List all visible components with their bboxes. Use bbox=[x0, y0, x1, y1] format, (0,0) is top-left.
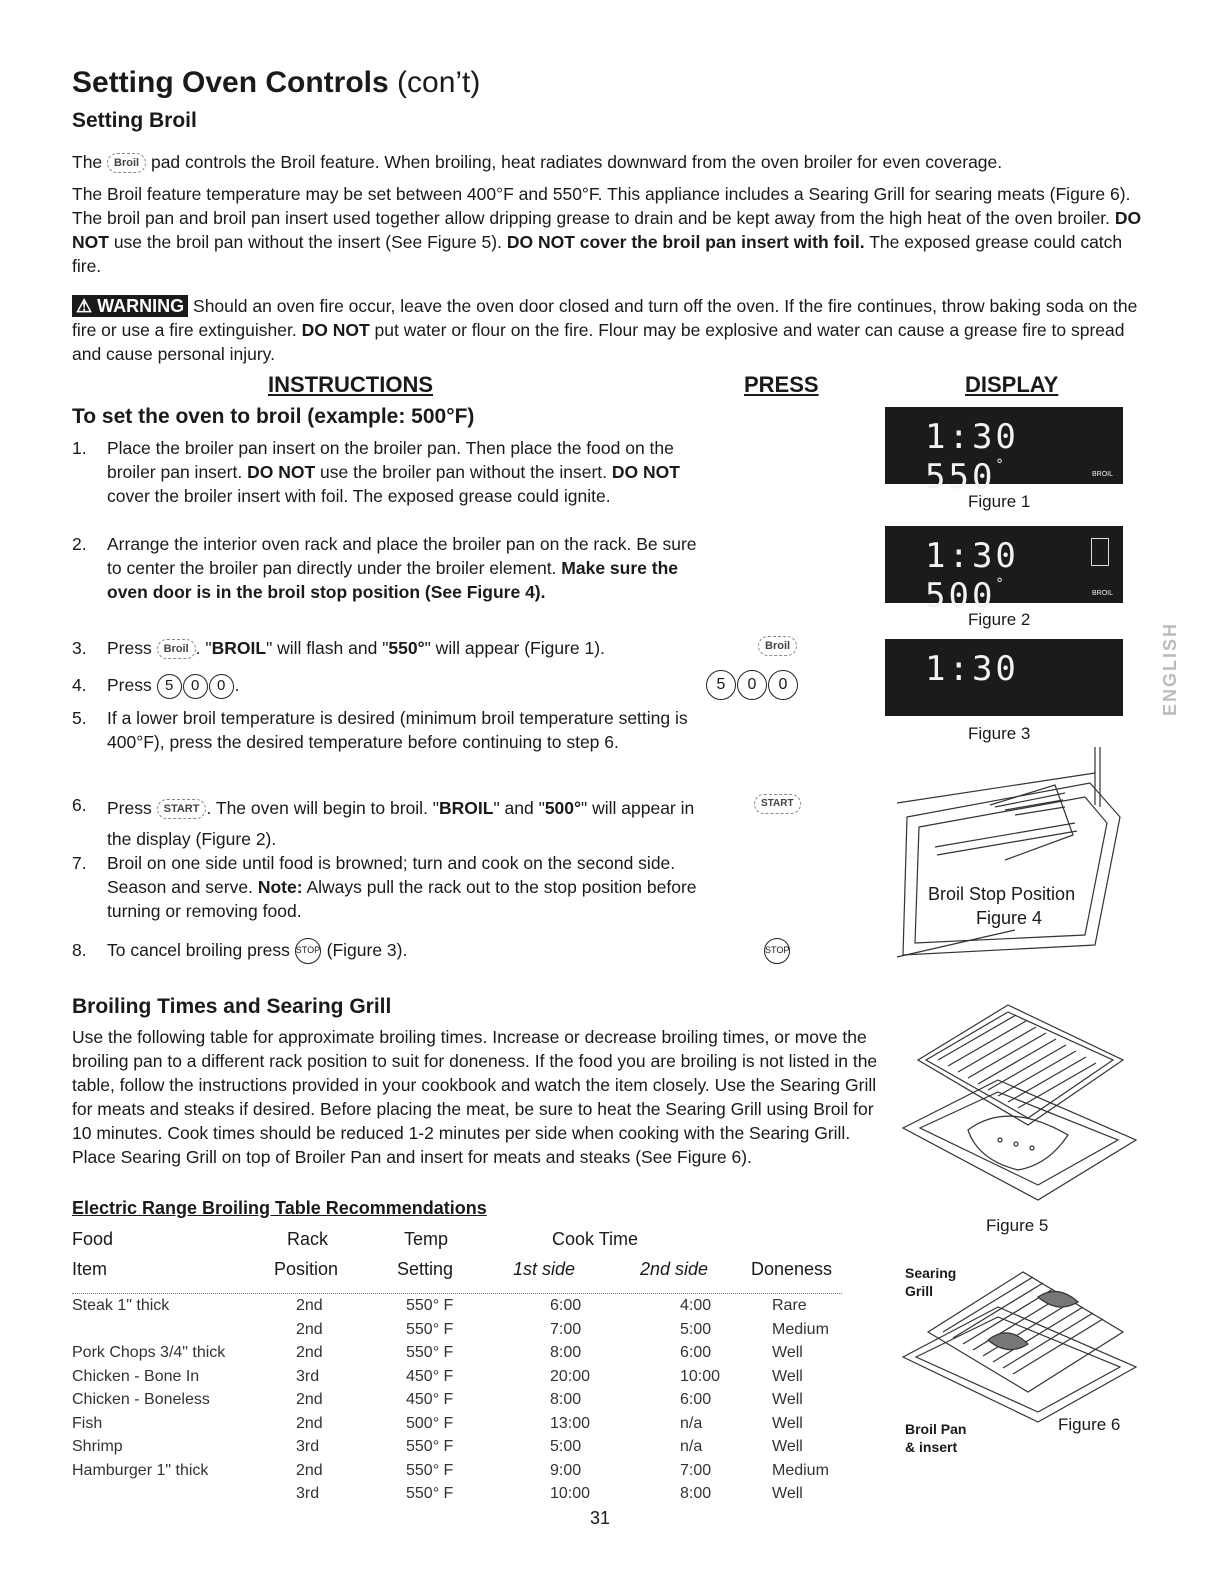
table-row bbox=[72, 1391, 892, 1415]
table-cell: 3rd bbox=[296, 1367, 320, 1385]
step-5: 5. If a lower broil temperature is desired (minimum broil temperature setting is 400°F), press the desired temperature before continuing to step 6. bbox=[72, 708, 688, 752]
table-cell: 450° F bbox=[406, 1367, 454, 1385]
broiling-table bbox=[72, 1297, 892, 1509]
stop-key-icon: STOP bbox=[295, 938, 321, 964]
table-cell: 8:00 bbox=[550, 1344, 582, 1361]
table-cell: 8:00 bbox=[680, 1485, 712, 1502]
start-pad-icon: START bbox=[754, 794, 801, 814]
display-figure-1: 1:30 550° BROIL bbox=[885, 407, 1123, 484]
table-cell: 450° F bbox=[406, 1391, 454, 1408]
table-cell: 10:00 bbox=[550, 1485, 591, 1502]
table-cell bbox=[72, 1321, 280, 1345]
table-cell: Steak 1" thick bbox=[72, 1297, 170, 1314]
step-6: 6. Press START . The oven will begin to broil. "BROIL" and "500°" will appear in the display (Figure 2). bbox=[72, 795, 695, 849]
table-cell: 550° F bbox=[406, 1297, 454, 1314]
press-digits bbox=[706, 670, 799, 700]
broil-pan-insert-illustration bbox=[898, 1000, 1138, 1210]
table-row bbox=[72, 1297, 892, 1321]
table-row bbox=[72, 1485, 892, 1509]
col-rack: Rack bbox=[287, 1229, 329, 1249]
figure-1-caption: Figure 1 bbox=[968, 492, 1031, 511]
table-row bbox=[72, 1415, 892, 1439]
step-1: 1. Place the broiler pan insert on the broiler pan. Then place the food on the broiler pan insert. DO NOT use the broiler pan without the insert. DO NOT cover the broiler insert with foil. The exposed grease could ignite. bbox=[72, 438, 680, 506]
table-row bbox=[72, 1344, 892, 1368]
key-0-icon: 0 bbox=[183, 674, 208, 699]
col-item: Item bbox=[72, 1259, 108, 1279]
intro-paragraph-2: The Broil feature temperature may be set between 400°F and 550°F. This appliance includes a Searing Grill for searing meats (Figure 6). The broil pan and broil pan insert used together allow dripping grease to drain and be kept away from the high heat of the oven broiler. DO NOT use the broil pan without the insert (See Figure 5). DO NOT cover the broil pan insert with foil. The exposed grease could catch fire. bbox=[72, 184, 1142, 276]
broiling-times-paragraph: Use the following table for approximate broiling times. Increase or decrease broiling times, or move the broiling pan to a different rack position to suit for doneness. If the food you are broiling is not listed in the table, follow the instructions provided in your cookbook and watch the item closely. Use the Searing Grill for meats and steaks if desired. Before placing the meat, be sure to heat the Searing Grill using Broil for 10 minutes. Cook times should be reduced 1-2 minutes per side when cooking with the Searing Grill. Place Searing Grill on top of Broiler Pan and insert for meats and steaks (See Figure 6). bbox=[72, 1027, 878, 1167]
table-cell: Medium bbox=[772, 1320, 829, 1338]
figure-3-caption: Figure 3 bbox=[968, 724, 1031, 743]
table-cell: 550° F bbox=[406, 1485, 454, 1502]
table-cell: Shrimp bbox=[72, 1438, 123, 1455]
step-3: 3. Press Broil . "BROIL" will flash and "550°" will appear (Figure 1). bbox=[72, 638, 605, 658]
side-tab-english: ENGLISH bbox=[1160, 621, 1180, 716]
table-cell: 3rd bbox=[296, 1438, 320, 1455]
table-cell: 6:00 bbox=[680, 1344, 712, 1361]
step-2: 2. Arrange the interior oven rack and place the broiler pan on the rack. Be sure to center the broiler pan directly under the broiler element. Make sure the oven door is in the broil stop position (See Figure 4). bbox=[72, 534, 697, 602]
table-cell: 5:00 bbox=[550, 1438, 582, 1455]
figure-5-caption: Figure 5 bbox=[986, 1216, 1049, 1235]
step-8: 8. To cancel broiling press STOP (Figure 3). bbox=[72, 938, 712, 968]
table-cell: 9:00 bbox=[550, 1461, 582, 1479]
key-5-icon: 5 bbox=[157, 674, 182, 699]
table-cell: 2nd bbox=[296, 1391, 323, 1408]
table-cell: n/a bbox=[680, 1438, 703, 1455]
key-5-icon: 5 bbox=[706, 670, 736, 700]
procedure-heading: To set the oven to broil (example: 500°F) bbox=[72, 405, 475, 428]
table-cell: 20:00 bbox=[550, 1367, 591, 1385]
col-doneness: Doneness bbox=[751, 1259, 833, 1279]
table-cell: 550° F bbox=[406, 1320, 454, 1338]
table-row bbox=[72, 1321, 892, 1345]
table-cell bbox=[72, 1485, 280, 1509]
warning-paragraph: ⚠ WARNING Should an oven fire occur, leave the oven door closed and turn off the oven. If the fire continues, throw baking soda on the fire or use a fire extinguisher. DO NOT put water or flour on the fire. Flour may be explosive and water can cause a grease fire to spread and cause personal injury. bbox=[72, 296, 1138, 364]
stop-key-icon: STOP bbox=[764, 938, 790, 964]
table-cell: Well bbox=[772, 1485, 803, 1502]
table-cell: Well bbox=[772, 1438, 803, 1455]
press-broil bbox=[758, 636, 797, 656]
table-cell: 550° F bbox=[406, 1344, 454, 1361]
table-cell: 4:00 bbox=[680, 1297, 712, 1314]
table-cell: Well bbox=[772, 1367, 803, 1385]
step-7: 7. Broil on one side until food is browned; turn and cook on the second side. Season and serve. Note: Always pull the rack out to the stop position before turning or removing food. bbox=[72, 853, 697, 921]
figure-4-caption: Figure 4 bbox=[976, 908, 1043, 928]
table-cell: Rare bbox=[772, 1297, 807, 1314]
table-cell: 6:00 bbox=[550, 1297, 582, 1314]
broil-stop-position-label: Broil Stop Position bbox=[928, 884, 1076, 904]
broil-pad-icon: Broil bbox=[157, 639, 196, 659]
step-4: 4. Press 5 0 0 . bbox=[72, 673, 712, 701]
table-cell: 2nd bbox=[296, 1461, 323, 1479]
key-0-icon: 0 bbox=[209, 674, 234, 699]
section-heading-broiling-times: Broiling Times and Searing Grill bbox=[72, 995, 392, 1018]
key-0-icon: 0 bbox=[737, 670, 767, 700]
warning-badge: ⚠ WARNING bbox=[72, 295, 188, 317]
table-cell: Chicken - Bone In bbox=[72, 1367, 200, 1385]
section-heading-setting-broil: Setting Broil bbox=[72, 109, 197, 132]
table-cell: Medium bbox=[772, 1461, 829, 1479]
table-cell: 10:00 bbox=[680, 1367, 721, 1385]
figure-2-caption: Figure 2 bbox=[968, 610, 1031, 629]
page-number: 31 bbox=[590, 1508, 611, 1528]
table-cell: Pork Chops 3/4" thick bbox=[72, 1344, 226, 1361]
broil-pad-icon: Broil bbox=[758, 636, 797, 656]
key-0-icon: 0 bbox=[768, 670, 798, 700]
table-cell: 2nd bbox=[296, 1414, 323, 1432]
col-cook-time: Cook Time bbox=[552, 1229, 639, 1249]
oven-door-illustration bbox=[895, 745, 1130, 965]
table-cell: 7:00 bbox=[550, 1320, 582, 1338]
table-cell: Hamburger 1" thick bbox=[72, 1461, 209, 1479]
table-cell: 550° F bbox=[406, 1461, 454, 1479]
table-cell: 3rd bbox=[296, 1485, 320, 1502]
table-cell: Fish bbox=[72, 1414, 103, 1432]
col-2nd-side: 2nd side bbox=[640, 1259, 709, 1279]
col-position: Position bbox=[274, 1259, 339, 1279]
table-cell: 550° F bbox=[406, 1438, 454, 1455]
table-cell: 2nd bbox=[296, 1320, 323, 1338]
start-pad-icon: START bbox=[157, 799, 207, 819]
table-cell: n/a bbox=[680, 1414, 703, 1432]
table-title: Electric Range Broiling Table Recommendations bbox=[72, 1198, 487, 1218]
press-column-heading: PRESS bbox=[744, 372, 819, 397]
table-cell: Chicken - Boneless bbox=[72, 1391, 210, 1408]
searing-grill-label: Searing Grill bbox=[905, 1265, 957, 1299]
table-cell: Well bbox=[772, 1414, 803, 1432]
table-cell: 13:00 bbox=[550, 1414, 591, 1432]
instructions-column-heading: INSTRUCTIONS bbox=[268, 372, 433, 397]
broil-pan-label: Broil Pan & insert bbox=[905, 1421, 967, 1455]
table-cell: Well bbox=[772, 1344, 803, 1361]
table-cell: 7:00 bbox=[680, 1461, 712, 1479]
col-1st-side: 1st side bbox=[513, 1259, 576, 1279]
indicator-box-icon bbox=[1091, 538, 1109, 566]
table-divider bbox=[72, 1293, 842, 1294]
display-figure-3: 1:30 bbox=[885, 639, 1123, 716]
page-title: Setting Oven Controls (con’t) bbox=[72, 66, 481, 99]
col-food: Food bbox=[72, 1229, 114, 1249]
table-cell: 2nd bbox=[296, 1297, 323, 1314]
table-cell: 5:00 bbox=[680, 1320, 712, 1338]
table-cell: 500° F bbox=[406, 1414, 454, 1432]
intro-paragraph-1: The Broil pad controls the Broil feature. When broiling, heat radiates downward from the oven broiler for even coverage. bbox=[72, 152, 1003, 172]
col-temp: Temp bbox=[404, 1229, 449, 1249]
display-figure-2: 1:30 500° BROIL bbox=[885, 526, 1123, 603]
press-start bbox=[754, 794, 801, 814]
broil-pad-icon: Broil bbox=[107, 153, 146, 173]
table-row bbox=[72, 1462, 892, 1486]
table-row bbox=[72, 1438, 892, 1462]
table-row bbox=[72, 1368, 892, 1392]
display-column-heading: DISPLAY bbox=[965, 372, 1059, 397]
press-stop bbox=[764, 938, 791, 964]
table-cell: 8:00 bbox=[550, 1391, 582, 1408]
table-cell: 6:00 bbox=[680, 1391, 712, 1408]
figure-6-caption: Figure 6 bbox=[1058, 1415, 1121, 1434]
col-setting: Setting bbox=[397, 1259, 454, 1279]
table-cell: 2nd bbox=[296, 1344, 323, 1361]
table-cell: Well bbox=[772, 1391, 803, 1408]
